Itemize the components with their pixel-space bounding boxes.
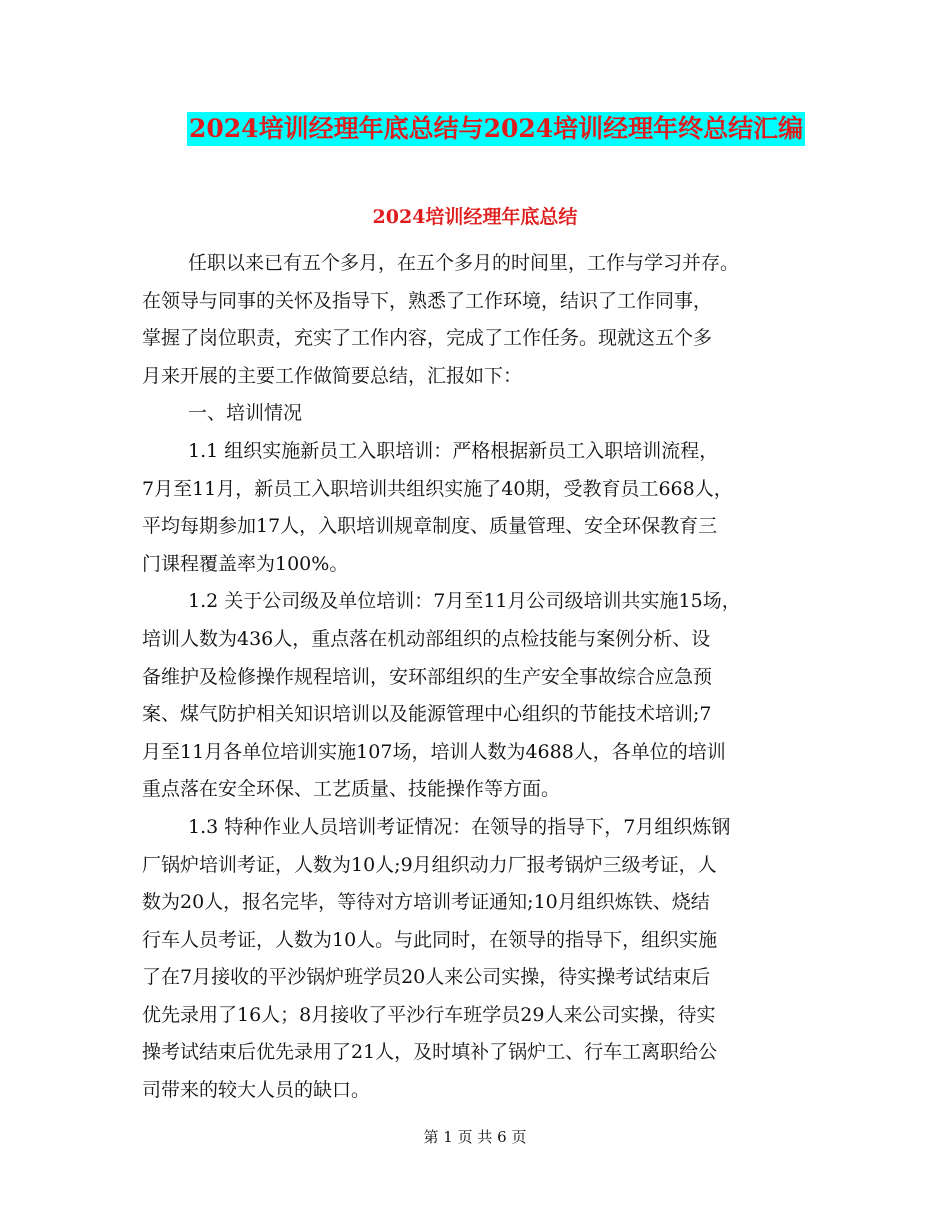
paragraph-line: 优先录用了16人；8月接收了平沙行车班学员29人来公司实操，待实 bbox=[142, 1003, 716, 1026]
paragraph-line: 7月至11月，新员工入职培训共组织实施了40期，受教育员工668人， bbox=[142, 477, 733, 500]
paragraph-line: 1.1 组织实施新员工入职培训：严格根据新员工入职培训流程， bbox=[188, 439, 719, 462]
paragraph-line: 司带来的较大人员的缺口。 bbox=[142, 1079, 371, 1102]
paragraph-line: 掌握了岗位职责，充实了工作内容，完成了工作任务。现就这五个多 bbox=[142, 327, 713, 350]
paragraph-line: 月至11月各单位培训实施107场，培训人数为4688人，各单位的培训 bbox=[142, 740, 726, 763]
paragraph-line: 1.3 特种作业人员培训考证情况：在领导的指导下，7月组织炼钢 bbox=[188, 815, 731, 838]
paragraph-line: 在领导与同事的关怀及指导下，熟悉了工作环境，结识了工作同事， bbox=[142, 289, 713, 312]
paragraph-line: 厂锅炉培训考证，人数为10人;9月组织动力厂报考锅炉三级考证，人 bbox=[142, 853, 717, 876]
paragraph-line: 门课程覆盖率为100%。 bbox=[142, 552, 349, 575]
paragraph-line: 1.2 关于公司级及单位培训：7月至11月公司级培训共实施15场， bbox=[188, 590, 741, 613]
paragraph-line: 了在7月接收的平沙锅炉班学员20人来公司实操，待实操考试结束后 bbox=[142, 966, 711, 989]
paragraph-line: 操考试结束后优先录用了21人，及时填补了锅炉工、行车工离职给公 bbox=[142, 1041, 718, 1064]
paragraph-line: 案、煤气防护相关知识培训以及能源管理中心组织的节能技术培训;7 bbox=[142, 703, 712, 726]
paragraph-line: 任职以来已有五个多月，在五个多月的时间里，工作与学习并存。 bbox=[188, 252, 740, 274]
paragraph-line: 月来开展的主要工作做简要总结，汇报如下： bbox=[142, 364, 523, 387]
paragraph-line: 行车人员考证，人数为10人。与此同时，在领导的指导下，组织实施 bbox=[142, 928, 718, 951]
paragraph-line: 备维护及检修操作规程培训，安环部组织的生产安全事故综合应急预 bbox=[142, 665, 713, 688]
section-heading: 一、培训情况 bbox=[188, 402, 303, 425]
document-body bbox=[142, 245, 832, 1110]
paragraph-line: 数为20人，报名完毕，等待对方培训考证通知;10月组织炼铁、烧结 bbox=[142, 891, 710, 914]
paragraph-line: 重点落在安全环保、工艺质量、技能操作等方面。 bbox=[142, 778, 561, 801]
paragraph-line: 培训人数为436人，重点落在机动部组织的点检技能与案例分析、设 bbox=[142, 627, 711, 650]
document-title: 2024培训经理年底总结与2024培训经理年终总结汇编 bbox=[187, 112, 805, 146]
section-title: 2024培训经理年底总结 bbox=[372, 206, 578, 228]
paragraph-line: 平均每期参加17人，入职培训规章制度、质量管理、安全环保教育三 bbox=[142, 515, 718, 538]
page-footer: 第 1 页 共 6 页 bbox=[423, 1128, 527, 1146]
